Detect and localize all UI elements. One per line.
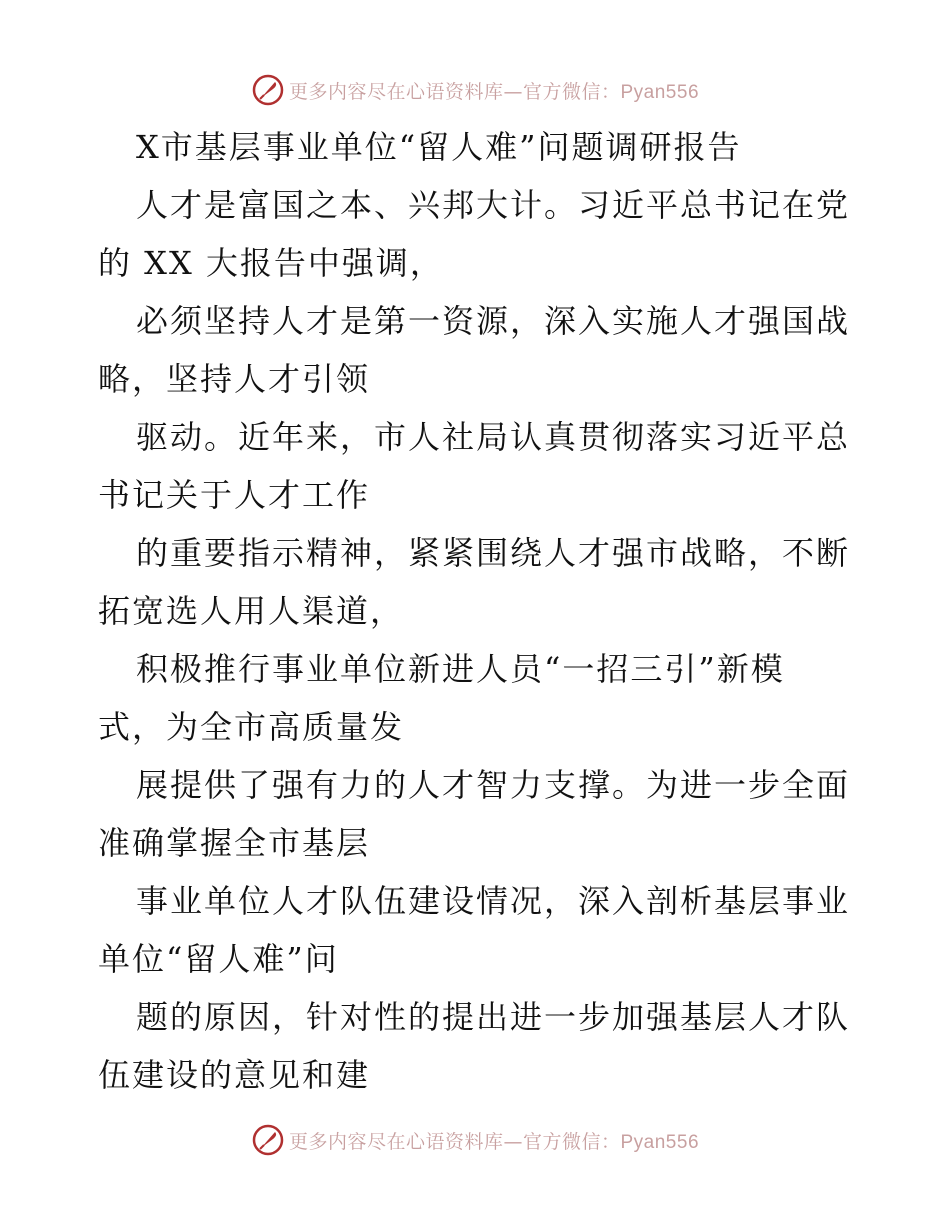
watermark-text: 更多内容尽在心语资料库—官方微信：Pyan556 — [288, 1130, 700, 1153]
paragraph-line: 积极推行事业单位新进人员“一招三引”新模 — [136, 650, 785, 688]
feather-pen-logo-icon — [251, 1123, 285, 1157]
paragraph-line: 伍建设的意见和建 — [98, 1056, 371, 1094]
document-title: X市基层事业单位“留人难”问题调研报告 — [136, 128, 742, 166]
paragraph-line: 必须坚持人才是第一资源，深入实施人才强国战 — [136, 302, 851, 340]
footer-watermark — [0, 1120, 950, 1160]
paragraph-line: 的重要指示精神，紧紧围绕人才强市战略，不断 — [136, 534, 851, 572]
paragraph-line: 拓宽选人用人渠道， — [98, 592, 405, 630]
document-body — [98, 118, 858, 1104]
paragraph-line: 略，坚持人才引领 — [98, 360, 371, 398]
paragraph-line: 题的原因，针对性的提出进一步加强基层人才队 — [136, 998, 851, 1036]
paragraph-line: 单位“留人难”问 — [98, 940, 339, 978]
feather-pen-logo-icon — [251, 73, 285, 107]
paragraph-line: 驱动。近年来，市人社局认真贯彻落实习近平总 — [136, 418, 851, 456]
watermark-text: 更多内容尽在心语资料库—官方微信：Pyan556 — [288, 80, 700, 103]
paragraph-line: 人才是富国之本、兴邦大计。习近平总书记在党 — [136, 186, 851, 224]
paragraph-line: 式，为全市高质量发 — [98, 708, 405, 746]
paragraph-line: 准确掌握全市基层 — [98, 824, 371, 862]
header-watermark — [0, 70, 950, 110]
paragraph-line: 的 XX 大报告中强调， — [98, 244, 444, 282]
paragraph-line: 事业单位人才队伍建设情况，深入剖析基层事业 — [136, 882, 851, 920]
paragraph-line: 书记关于人才工作 — [98, 476, 371, 514]
paragraph-line: 展提供了强有力的人才智力支撑。为进一步全面 — [136, 766, 851, 804]
